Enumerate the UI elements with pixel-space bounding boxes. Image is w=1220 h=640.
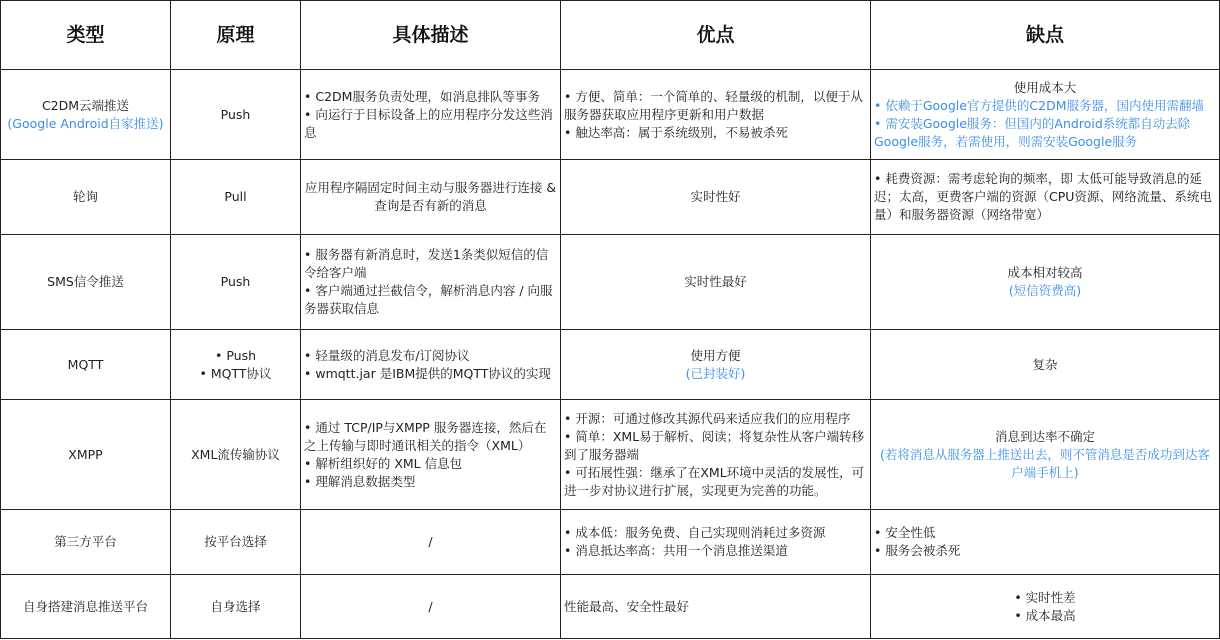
cons-title: 消息到达率不确定 xyxy=(994,428,1095,444)
type-cell: SMS信令推送 xyxy=(1,235,171,330)
principle-cell xyxy=(171,330,301,400)
pros-item: • 简单：XML易于解析、阅读；将复杂性从客户端转移到了服务器端 xyxy=(564,428,865,462)
pros-cell: 性能最高、安全性最好 xyxy=(561,575,871,639)
pros-title: 使用方便 xyxy=(690,347,741,363)
principle-cell: XML流传输协议 xyxy=(171,400,301,510)
table-row xyxy=(1,160,1220,235)
table-row xyxy=(1,70,1220,160)
principle-cell: Push xyxy=(171,70,301,160)
description-item: • 通过 TCP/IP与XMPP 服务器连接，然后在之上传输与即时通讯相关的指令（XML） xyxy=(304,419,547,453)
cons-item: • 安全性低 xyxy=(874,525,936,540)
pros-cell: 实时性好 xyxy=(561,160,871,235)
type-cell: XMPP xyxy=(1,400,171,510)
principle-cell: Push xyxy=(171,235,301,330)
type-label: C2DM云端推送 xyxy=(41,97,130,113)
header-cons: 缺点 xyxy=(871,1,1220,70)
pros-item: • 开源：可通过修改其源代码来适应我们的应用程序 xyxy=(564,410,851,426)
pros-item: • 可拓展性强：继承了在XML环境中灵活的发展性，可进一步对协议进行扩展，实现更为完善的功能。 xyxy=(564,464,865,498)
description-item: • 服务器有新消息时，发送1条类似短信的信令给客户端 xyxy=(304,247,549,280)
header-type: 类型 xyxy=(1,1,171,70)
table-row xyxy=(1,235,1220,330)
cons-item: • 成本最高 xyxy=(1014,607,1076,623)
principle-item: • Push xyxy=(214,347,257,363)
cons-cell xyxy=(871,235,1220,330)
table-row xyxy=(1,575,1220,639)
header-pros: 优点 xyxy=(561,1,871,70)
pros-cell xyxy=(561,400,871,510)
pros-cell xyxy=(561,330,871,400)
description-item: • 向运行于目标设备上的应用程序分发这些消息 xyxy=(304,106,553,140)
type-cell: 第三方平台 xyxy=(1,510,171,575)
description-cell: 应用程序隔固定时间主动与服务器进行连接 & 查询是否有新的消息 xyxy=(301,160,561,235)
cons-cell xyxy=(871,70,1220,160)
cons-title: 成本相对较高 xyxy=(1007,265,1083,280)
cons-item: • 需安装Google服务：但国内的Android系统都自动去除Google服务，若需使用，则需安装Google服务 xyxy=(874,115,1191,149)
cons-item: • 实时性差 xyxy=(1014,589,1076,605)
description-cell xyxy=(301,70,561,160)
description-item: • 理解消息数据类型 xyxy=(304,473,416,489)
cons-title: 使用成本大 xyxy=(1013,79,1077,95)
type-cell: 轮询 xyxy=(1,160,171,235)
principle-cell: 按平台选择 xyxy=(171,510,301,575)
cons-note: (若将消息从服务器上推送出去，则不管消息是否成功到达客户端手机上) xyxy=(880,446,1210,480)
description-item: • C2DM服务负责处理，如消息排队等事务 xyxy=(304,88,540,104)
pros-item: • 消息抵达率高：共用一个消息推送渠道 xyxy=(564,543,788,558)
cons-item: • 服务会被杀死 xyxy=(874,543,961,558)
description-cell xyxy=(301,400,561,510)
description-cell xyxy=(301,235,561,330)
table-row xyxy=(1,330,1220,400)
type-note: (Google Android自家推送) xyxy=(7,115,164,131)
cons-list xyxy=(1014,589,1075,625)
pros-cell xyxy=(561,70,871,160)
cons-note: (短信资费高) xyxy=(1008,283,1082,298)
table-row xyxy=(1,510,1220,575)
description-cell: / xyxy=(301,510,561,575)
cons-item: • 依赖于Google官方提供的C2DM服务器，国内使用需翻墙 xyxy=(874,97,1205,113)
header-principle: 原理 xyxy=(171,1,301,70)
pros-item: • 触达率高：属于系统级别，不易被杀死 xyxy=(564,124,788,140)
pros-cell xyxy=(561,510,871,575)
cons-cell xyxy=(871,510,1220,575)
pros-item: • 方便、简单：一个简单的、轻量级的机制，以便于从服务器获取应用程序更新和用户数据 xyxy=(564,88,863,122)
pros-note: (已封装好) xyxy=(685,365,746,381)
type-cell xyxy=(1,70,171,160)
header-row xyxy=(1,1,1220,70)
pros-item: • 成本低：服务免费、自己实现则消耗过多资源 xyxy=(564,525,826,540)
pros-cell: 实时性最好 xyxy=(561,235,871,330)
principle-item: • MQTT协议 xyxy=(199,365,272,381)
principle-cell: 自身选择 xyxy=(171,575,301,639)
principle-cell: Pull xyxy=(171,160,301,235)
description-item: • 解析组织好的 XML 信息包 xyxy=(304,455,463,471)
cons-cell: • 耗费资源：需考虑轮询的频率，即 太低可能导致消息的延迟；太高，更费客户端的资源（CPU资源、网络流量、系统电量）和服务器资源（网络带宽） xyxy=(871,160,1220,235)
type-cell: 自身搭建消息推送平台 xyxy=(1,575,171,639)
description-item: • 轻量级的消息发布/订阅协议 xyxy=(304,347,470,363)
table-row xyxy=(1,400,1220,510)
description-item: • wmqtt.jar 是IBM提供的MQTT协议的实现 xyxy=(304,365,551,381)
description-cell: / xyxy=(301,575,561,639)
header-description: 具体描述 xyxy=(301,1,561,70)
cons-cell: 复杂 xyxy=(871,330,1220,400)
description-item: • 客户端通过拦截信令，解析消息内容 / 向服务器获取信息 xyxy=(304,283,553,316)
cons-cell xyxy=(871,575,1220,639)
cons-cell xyxy=(871,400,1220,510)
type-cell: MQTT xyxy=(1,330,171,400)
description-cell xyxy=(301,330,561,400)
